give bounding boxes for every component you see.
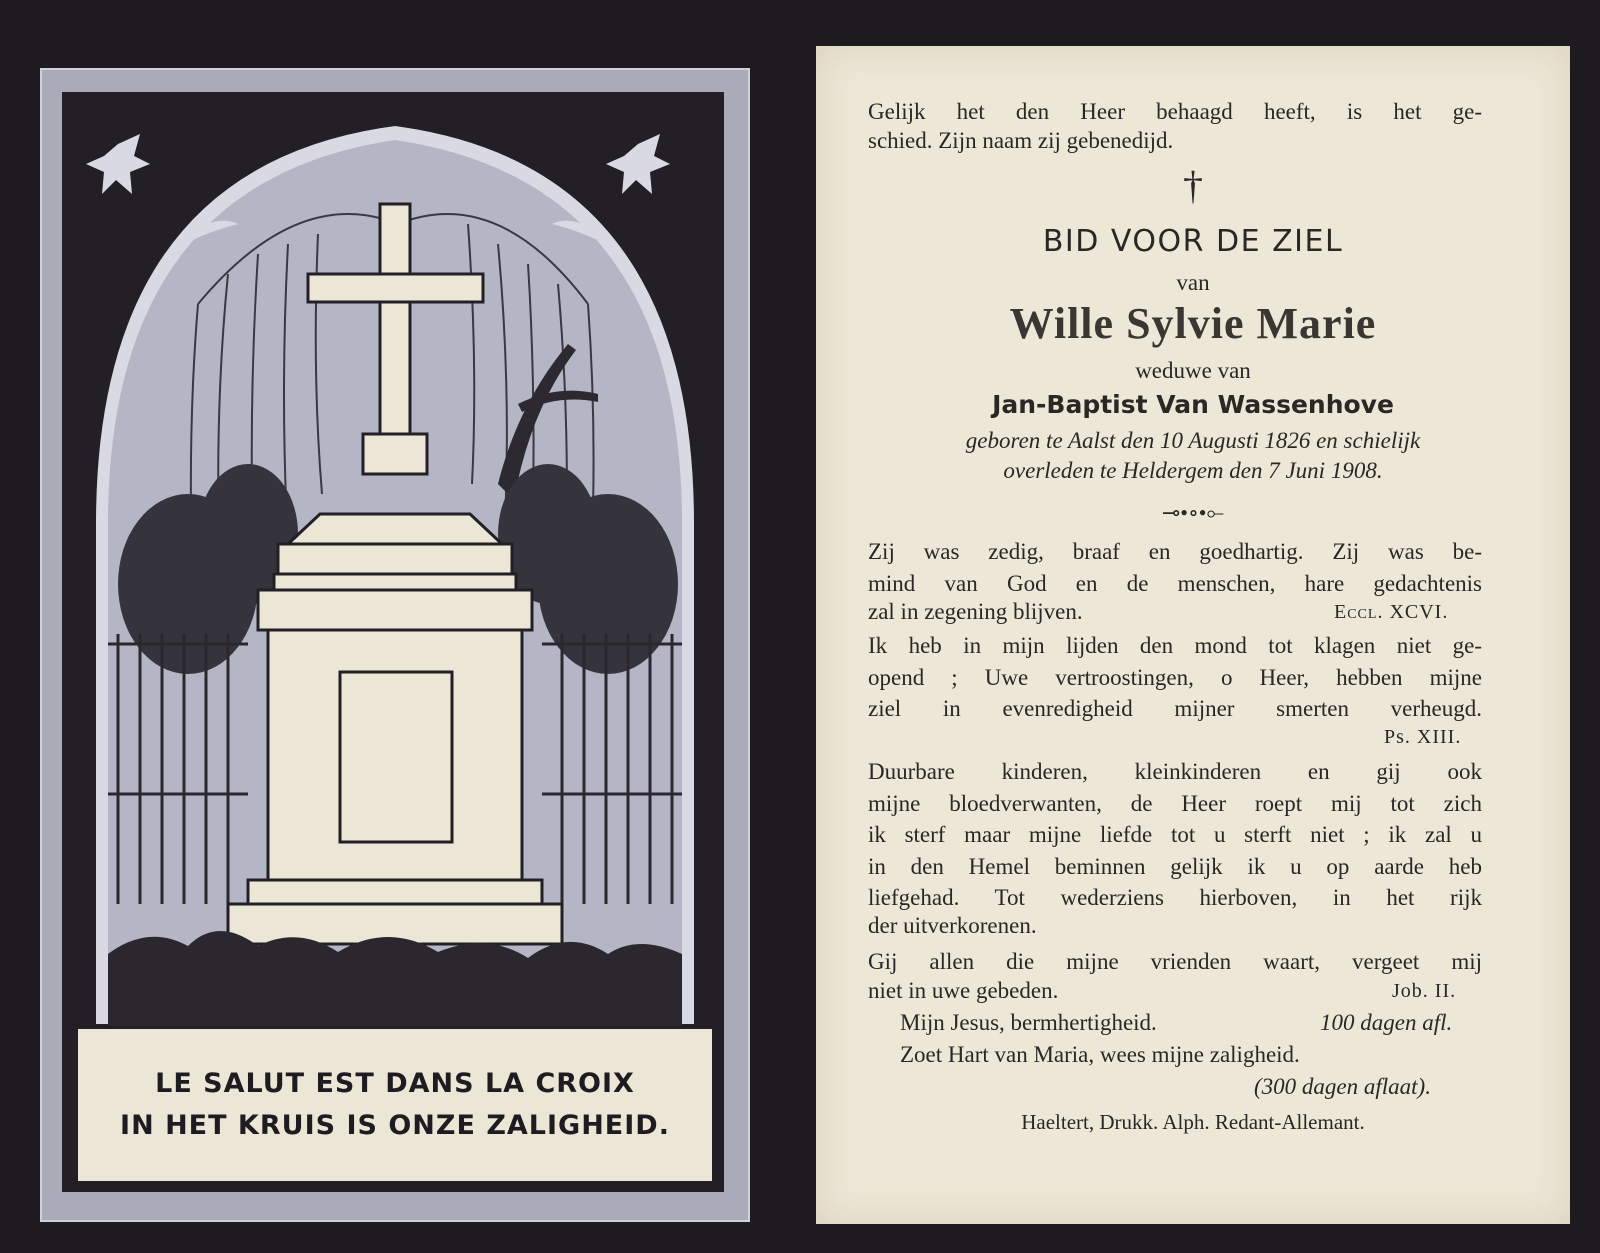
paragraph-line: ziel in evenredigheid mijner smerten verheugd.: [868, 696, 1482, 721]
paragraph-4-end: niet in uwe gebeden.: [868, 978, 1059, 1003]
paragraph-4: [868, 946, 1482, 978]
paragraph-line: Ik heb in mijn lijden den mond tot klagen niet ge-: [868, 633, 1482, 658]
paragraph-1: [868, 536, 1482, 599]
heading: BID VOOR DE ZIEL: [1042, 224, 1344, 259]
paragraph-line: Zij was zedig, braaf en goedhartig. Zij was be-: [868, 539, 1482, 564]
spouse-name: Jan-Baptist Van Wassenhove: [992, 390, 1394, 419]
death-line: overleden te Heldergem den 7 Juni 1908.: [1003, 458, 1383, 483]
paragraph-line: opend ; Uwe vertroostingen, o Heer, hebben mijne: [868, 664, 1482, 690]
paragraph-1-end: zal in zegening blijven.: [868, 599, 1083, 624]
reference-job: Job. II.: [1392, 980, 1457, 1002]
paragraph-line: liefgehad. Tot wederziens hierboven, in het rijk: [868, 885, 1482, 910]
paragraph-3-end: der uitverkorenen.: [868, 913, 1037, 938]
prayer-2-indulgence: (300 dagen aflaat).: [1254, 1074, 1431, 1099]
intro-line: Gelijk het den Heer behaagd heeft, is het ge-: [868, 99, 1482, 124]
paragraph-line: mind van God en de menschen, hare gedachtenis: [868, 570, 1482, 596]
divider-ornament: ⊸•∘•⟜: [1161, 500, 1225, 525]
monument-panel: [340, 672, 452, 842]
cross-horizontal: [308, 274, 483, 302]
paragraph-2: [868, 630, 1482, 725]
paragraph-line: mijne bloedverwanten, de Heer roept mij tot zich: [868, 790, 1482, 816]
paragraph-line: Gij allen die mijne vrienden waart, vergeet mij: [868, 949, 1482, 974]
intro-text: [868, 96, 1482, 128]
devotional-illustration: [78, 104, 712, 1026]
monument-cornice: [258, 590, 532, 630]
paragraph-line: in den Hemel beminnen gelijk ik u op aarde heb: [868, 853, 1482, 879]
birth-line: geboren te Aalst den 10 Augusti 1826 en schielijk: [965, 428, 1421, 453]
motto-dutch: IN HET KRUIS IS ONZE ZALIGHEID.: [120, 1110, 670, 1141]
reference-ps: Ps. XIII.: [1384, 726, 1462, 748]
cross-vertical: [380, 204, 410, 439]
prayer-1-indulgence: 100 dagen afl.: [1320, 1010, 1453, 1035]
widow-of-label: weduwe van: [1135, 358, 1251, 383]
cross-icon: †: [1183, 163, 1203, 208]
paragraph-line: ik sterf maar mijne liefde tot u sterft niet ; ik zal u: [868, 822, 1482, 847]
motto-french: LE SALUT EST DANS LA CROIX: [155, 1068, 635, 1099]
van-label: van: [1176, 270, 1210, 295]
deceased-name: Wille Sylvie Marie: [1009, 299, 1377, 348]
paragraph-line: Duurbare kinderen, kleinkinderen en gij ook: [868, 759, 1482, 784]
printer-imprint: Haeltert, Drukk. Alph. Redant-Allemant.: [1021, 1110, 1365, 1134]
motto-box: [78, 1026, 712, 1181]
grave-cross-illustration: [78, 104, 712, 1026]
prayer-2: Zoet Hart van Maria, wees mijne zaligheid.: [900, 1042, 1300, 1067]
reference-eccl: Eccl. XCVI.: [1334, 601, 1449, 623]
intro-text-end: schied. Zijn naam zij gebenedijd.: [868, 128, 1174, 153]
prayer-1: Mijn Jesus, bermhertigheid.: [900, 1010, 1157, 1035]
paragraph-3: [868, 756, 1482, 914]
